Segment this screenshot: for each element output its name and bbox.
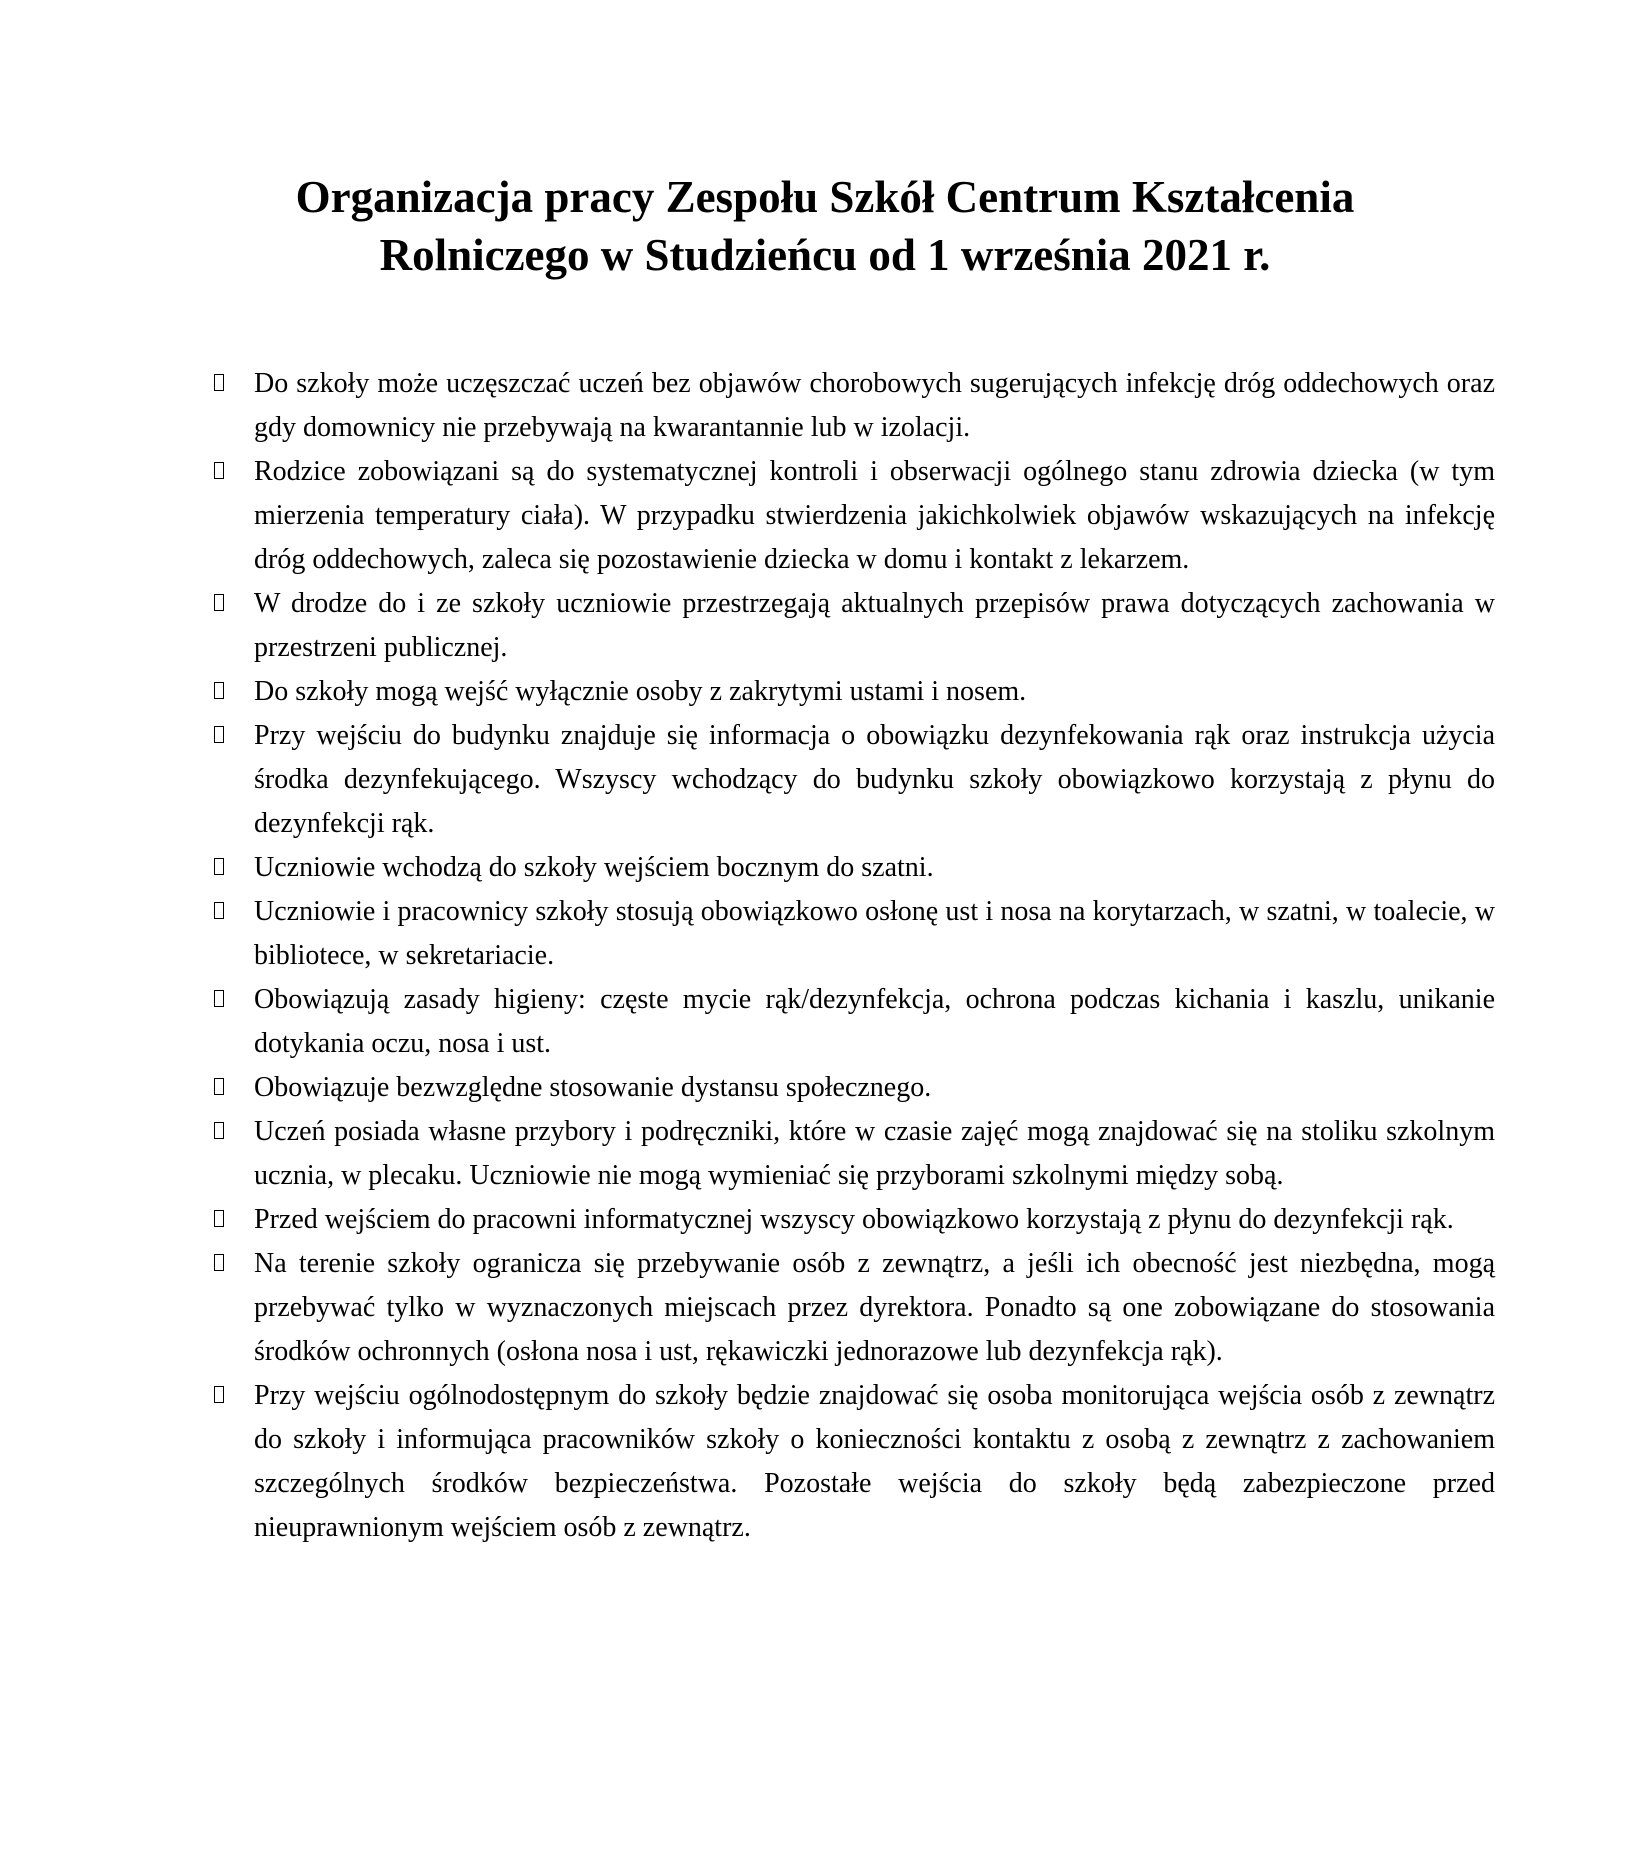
rule-text: Obowiązują zasady higieny: częste mycie rąk/dezynfekcja, ochrona podczas kichania i kaszlu, unikanie dotykania oczu, nosa i ust. — [254, 984, 1495, 1059]
title-line-1: Organizacja pracy Zespołu Szkół Centrum Kształcenia — [295, 172, 1355, 222]
missing-glyph-box-icon — [214, 990, 224, 1007]
missing-glyph-box-icon — [214, 1122, 224, 1139]
rule-item — [210, 978, 1495, 1066]
rule-text: W drodze do i ze szkoły uczniowie przestrzegają aktualnych przepisów prawa dotyczących zachowania w przestrzeni publicznej. — [254, 588, 1495, 663]
missing-glyph-box-icon — [214, 1386, 224, 1403]
missing-glyph-box-icon — [214, 1210, 224, 1227]
rule-text: Obowiązuje bezwzględne stosowanie dystansu społecznego. — [254, 1072, 932, 1103]
rule-text: Do szkoły mogą wejść wyłącznie osoby z zakrytymi ustami i nosem. — [254, 676, 1027, 707]
missing-glyph-box-icon — [214, 726, 224, 743]
missing-glyph-box-icon — [214, 682, 224, 699]
rule-item — [210, 1242, 1495, 1374]
missing-glyph-box-icon — [214, 902, 224, 919]
rule-item — [210, 1110, 1495, 1198]
missing-glyph-box-icon — [214, 374, 224, 391]
rule-item — [210, 890, 1495, 978]
rule-text: Uczeń posiada własne przybory i podręczniki, które w czasie zajęć mogą znajdować się na stoliku szkolnym ucznia, w plecaku. Uczniowie nie mogą wymieniać się przyborami szkolnymi między sobą. — [254, 1116, 1495, 1191]
rule-text: Rodzice zobowiązani są do systematycznej kontroli i obserwacji ogólnego stanu zdrowia dziecka (w tym mierzenia temperatury ciała). W przypadku stwierdzenia jakichkolwiek objawów wskazujących na infekcję dróg oddechowych, zaleca się pozostawienie dziecka w domu i kontakt z lekarzem. — [254, 456, 1495, 575]
document-title — [180, 168, 1470, 284]
rule-text: Przy wejściu do budynku znajduje się informacja o obowiązku dezynfekowania rąk oraz instrukcja użycia środka dezynfekującego. Wszyscy wchodzący do budynku szkoły obowiązkowo korzystają z płynu do dezynfekcji rąk. — [254, 720, 1495, 839]
rule-text: Przy wejściu ogólnodostępnym do szkoły będzie znajdować się osoba monitorująca wejścia osób z zewnątrz do szkoły i informująca pracowników szkoły o konieczności kontaktu z osobą z zewnątrz z zachowaniem szczególnych środków bezpieczeństwa. Pozostałe wejścia do szkoły będą zabezpieczone przed nieuprawnionym wejściem osób z zewnątrz. — [254, 1380, 1495, 1543]
missing-glyph-box-icon — [214, 594, 224, 611]
rule-item — [210, 450, 1495, 582]
rule-text: Na terenie szkoły ogranicza się przebywanie osób z zewnątrz, a jeśli ich obecność jest niezbędna, mogą przebywać tylko w wyznaczonych miejscach przez dyrektora. Ponadto są one zobowiązane do stosowania środków ochronnych (osłona nosa i ust, rękawiczki jednorazowe lub dezynfekcja rąk). — [254, 1248, 1495, 1367]
rules-list — [210, 362, 1495, 1550]
title-line-2: Rolniczego w Studzieńcu od 1 września 2021 r. — [379, 230, 1271, 280]
rule-item — [210, 846, 1495, 890]
missing-glyph-box-icon — [214, 1078, 224, 1095]
rule-text: Do szkoły może uczęszczać uczeń bez objawów chorobowych sugerujących infekcję dróg oddechowych oraz gdy domownicy nie przebywają na kwarantannie lub w izolacji. — [254, 368, 1495, 443]
rule-item — [210, 1066, 1495, 1110]
rule-item — [210, 714, 1495, 846]
rule-item — [210, 1374, 1495, 1550]
rule-text: Przed wejściem do pracowni informatycznej wszyscy obowiązkowo korzystają z płynu do dezynfekcji rąk. — [254, 1204, 1454, 1235]
rule-text: Uczniowie wchodzą do szkoły wejściem bocznym do szatni. — [254, 852, 934, 883]
missing-glyph-box-icon — [214, 462, 224, 479]
missing-glyph-box-icon — [214, 858, 224, 875]
missing-glyph-box-icon — [214, 1254, 224, 1271]
rule-item — [210, 1198, 1495, 1242]
rule-item — [210, 670, 1495, 714]
rule-item — [210, 582, 1495, 670]
rule-item — [210, 362, 1495, 450]
rule-text: Uczniowie i pracownicy szkoły stosują obowiązkowo osłonę ust i nosa na korytarzach, w szatni, w toalecie, w bibliotece, w sekretariacie. — [254, 896, 1495, 971]
